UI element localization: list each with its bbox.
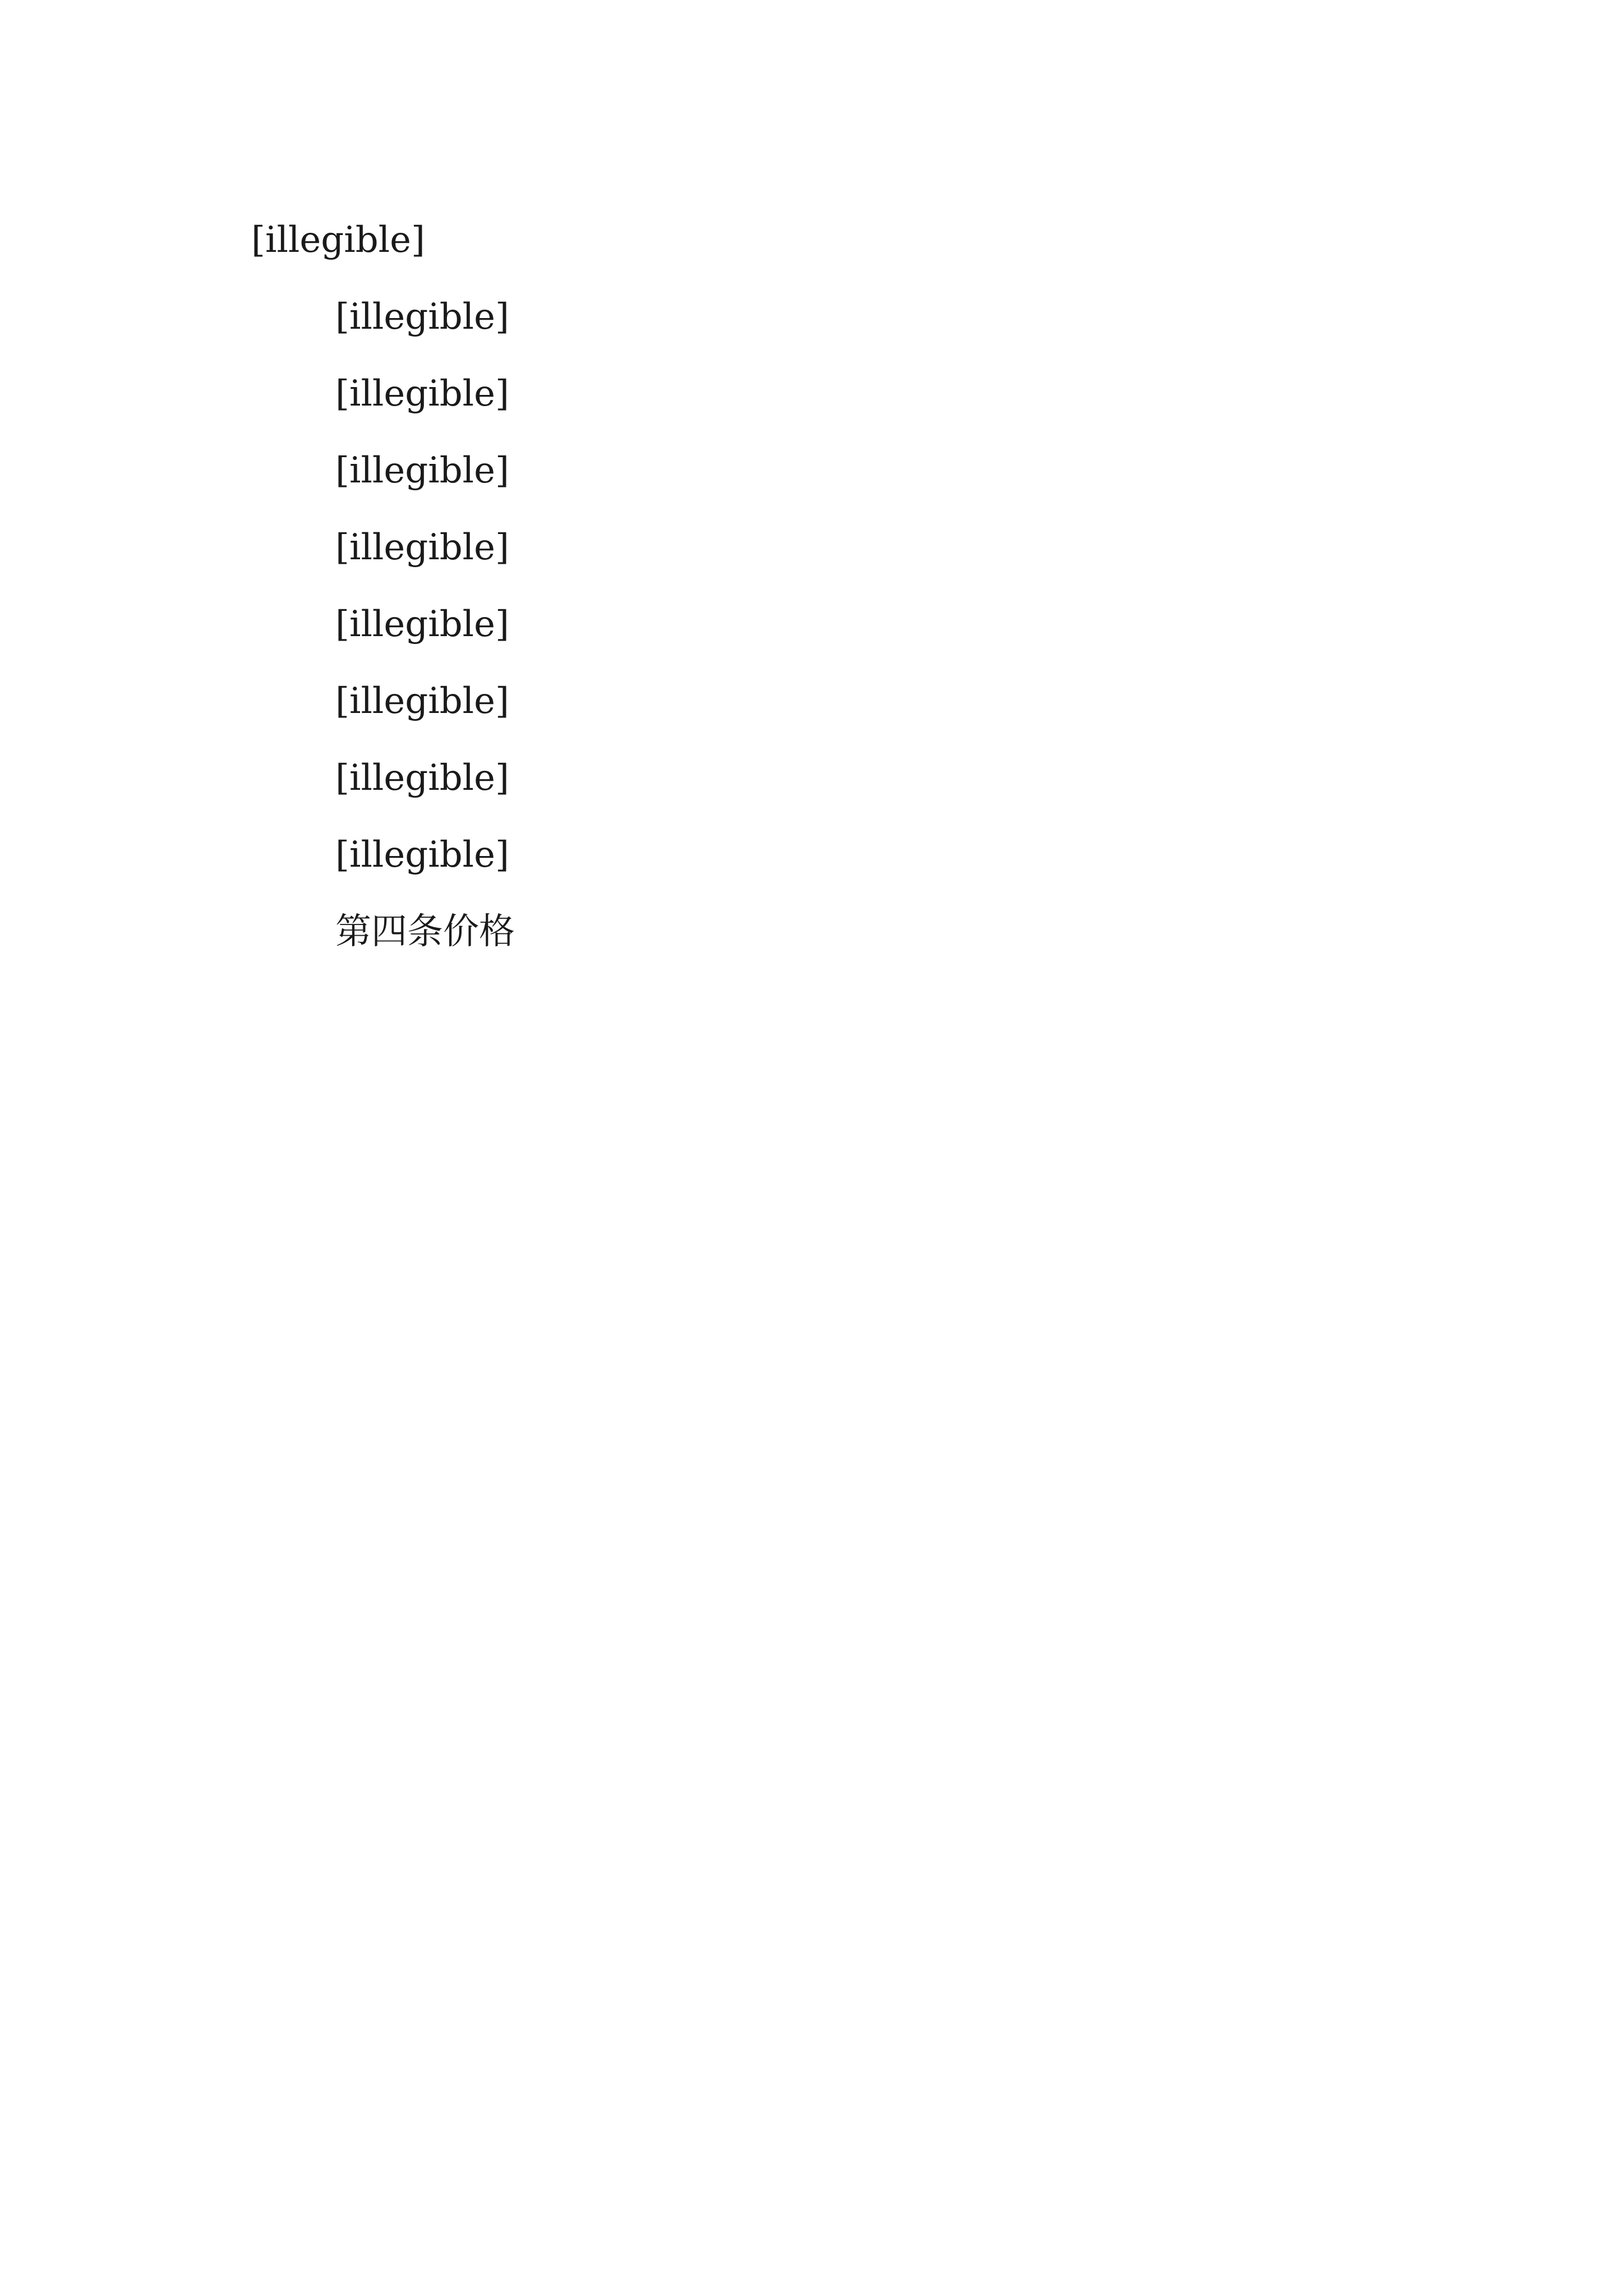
paragraph-area-clause: [illegible] [251,219,425,261]
document-body [251,202,1373,970]
section-3-heading: [illegible] [335,680,509,722]
section-4-heading: 第四条价格 [335,911,515,953]
paragraph-option-1: [illegible] [335,450,509,491]
paragraph-item-2: [illegible] [335,296,509,338]
paragraph-option-3: [illegible] [335,604,509,645]
paragraph-item-3: [illegible] [335,373,509,415]
section-3-item-2: [illegible] [335,834,509,876]
section-3-item-1: [illegible] [335,757,509,799]
paragraph-option-2: [illegible] [335,527,509,568]
